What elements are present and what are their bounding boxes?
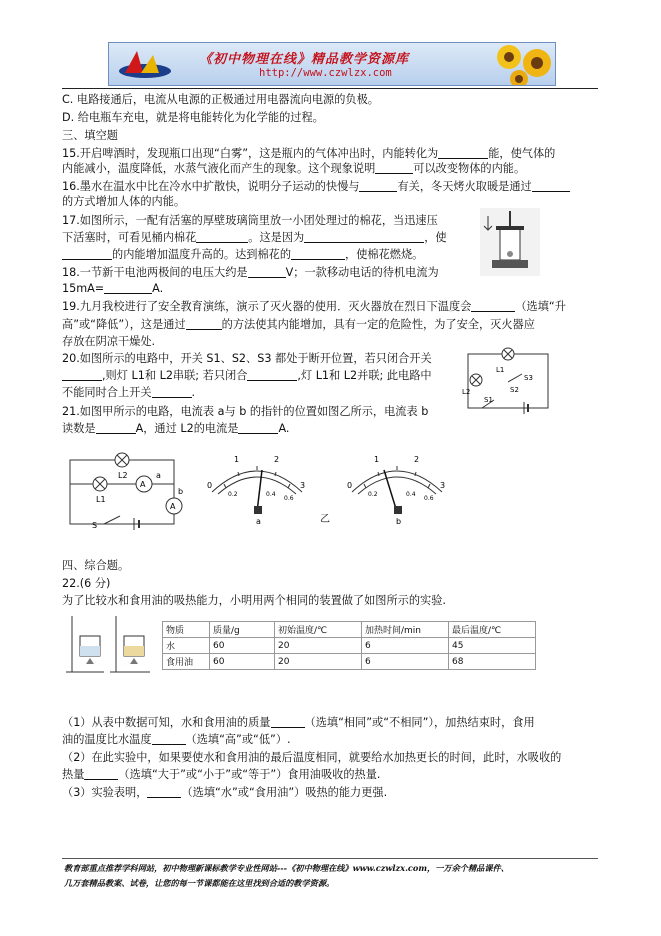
q21-line2: 读数是 A，通过 L2的电流是 A. — [62, 422, 290, 435]
ammeter-a-dial — [204, 448, 310, 524]
table-cell: 45 — [449, 638, 536, 654]
q17-line2: 下活塞时，可看见桶内棉花 。这是因为 ，使 — [62, 231, 447, 244]
meter-b-tick-1: 1 — [374, 455, 380, 464]
table-row — [163, 638, 536, 654]
circuit21-label-l1: L1 — [96, 495, 106, 504]
table-cell: 20 — [275, 638, 362, 654]
option-d: D. 给电瓶车充电，就是将电能转化为化学能的过程。 — [62, 111, 324, 124]
q19-line2: 高”或“降低”），这是通过 的方法使其内能增加，具有一定的危险性，为了安全，灭火器应 — [62, 318, 535, 331]
meter-a-subtick-1: 0.2 — [228, 491, 238, 498]
meter-a-tick-2: 2 — [274, 455, 280, 464]
q22-part3: （3）实验表明， （选填“水”或“食用油”）吸热的能力更强. — [62, 786, 388, 799]
q21-line1: 21.如图甲所示的电路，电流表 a与 b 的指针的位置如图乙所示，电流表 b — [62, 405, 429, 418]
circuit20-label-l1: L1 — [496, 366, 505, 374]
circuit-21-figure — [64, 446, 194, 534]
q22-intro: 为了比较水和食用油的吸热能力，小明用两个相同的装置做了如图所示的实验. — [62, 594, 446, 607]
q15-line1: 15.开启啤酒时，发现瓶口出现“白雾”，这是瓶内的气体冲出时，内能转化为 能，使气体的 — [62, 147, 556, 160]
circuit-20-figure — [462, 344, 554, 414]
circuit20-label-s3: S3 — [524, 374, 533, 382]
table-header-cell: 加热时间/min — [362, 622, 449, 638]
meter-a-caption: a — [256, 517, 261, 524]
meter-a-subtick-2: 0.4 — [266, 491, 276, 498]
q18-line2: 15mA= A. — [62, 282, 164, 295]
table-cell: 60 — [210, 654, 275, 670]
section-4-heading: 四、综合题。 — [62, 559, 130, 572]
circuit20-label-s2: S2 — [510, 386, 519, 394]
table-cell: 6 — [362, 654, 449, 670]
meter-b-caption: b — [396, 517, 402, 524]
q20-line1: 20.如图所示的电路中，开关 S1、S2、S3 都处于断开位置，若只闭合开关 — [62, 352, 432, 365]
meter-a-tick-3: 3 — [300, 481, 306, 490]
q18-line1: 18.一节新干电池两极间的电压大约是 V；一款移动电话的待机电流为 — [62, 266, 439, 279]
table-header-row — [163, 622, 536, 638]
q15-line2: 内能减小，温度降低，水蒸气液化而产生的现象。这个现象说明 可以改变物体的内能。 — [62, 162, 526, 175]
circuit21-label-ammeter-a: A — [140, 480, 146, 489]
sunflower-icon — [489, 43, 555, 85]
table-cell: 水 — [163, 638, 210, 654]
section-3-heading: 三、填空题 — [62, 129, 118, 142]
meter-a-subtick-3: 0.6 — [284, 495, 294, 502]
circuit20-label-l2: L2 — [462, 388, 471, 396]
q19-line3: 存放在阴凉干燥处. — [62, 335, 156, 348]
circuit21-label-s: S — [92, 521, 98, 530]
logo-icon — [115, 47, 175, 81]
q17-line1: 17.如图所示，一配有活塞的厚壁玻璃筒里放一小团处理过的棉花，当迅速压 — [62, 214, 438, 227]
q22-part2-line1: （2）在此实验中，如果要使水和食用油的最后温度相同，就要给水加热更长的时间，此时，水吸收的 — [62, 751, 562, 764]
meter-b-subtick-2: 0.4 — [406, 491, 416, 498]
option-c: C. 电路接通后，电流从电源的正极通过用电器流向电源的负极。 — [62, 93, 379, 106]
banner-title: 《初中物理在线》精品教学资源库 — [199, 52, 410, 67]
q19-line1: 19.九月我校进行了安全教育演练，演示了灭火器的使用．灭火器放在烈日下温度会 （选填“升 — [62, 300, 566, 313]
header-banner — [108, 42, 556, 86]
footer-line-1: 教育部重点推荐学科网站，初中物理新课标教学专业性网站---《初中物理在线》www.czwlzx.com，一万余个精品课件、 — [64, 863, 509, 873]
ammeter-b-dial — [344, 448, 450, 524]
table-header-cell: 最后温度/℃ — [449, 622, 536, 638]
q22-part1-line1: （1）从表中数据可知，水和食用油的质量 （选填“相同”或“不相同”），加热结束时，食用 — [62, 716, 535, 729]
meter-b-tick-0: 0 — [347, 481, 353, 490]
meter-b-tick-3: 3 — [440, 481, 446, 490]
table-cell: 20 — [275, 654, 362, 670]
circuit21-label-a: a — [156, 471, 161, 480]
q20-line3: 不能同时合上开关 . — [62, 386, 196, 399]
footer-rule — [62, 858, 598, 859]
table-cell: 食用油 — [163, 654, 210, 670]
meter-b-tick-2: 2 — [414, 455, 420, 464]
table-header-cell: 物质 — [163, 622, 210, 638]
circuit21-label-ammeter-b: A — [170, 502, 176, 511]
circuit21-label-l2: L2 — [118, 471, 128, 480]
q16-line1: 16.墨水在温水中比在冷水中扩散快，说明分子运动的快慢与 有关，冬天烤火取暖是通过 — [62, 180, 570, 194]
table-cell: 6 — [362, 638, 449, 654]
meter-a-tick-1: 1 — [234, 455, 240, 464]
header-rule — [62, 88, 598, 89]
q20-line2: ,则灯 L1和 L2串联; 若只闭合 ,灯 L1和 L2并联; 此电路中 — [62, 369, 432, 383]
heating-apparatus-figure — [64, 614, 156, 676]
q22-part2-line2: 热量 （选填“大于”或“小于”或“等于”）食用油吸收的热量. — [62, 768, 381, 781]
circuit20-label-s1: S1 — [484, 396, 493, 404]
q22-part1-line2: 油的温度比水温度 （选填“高”或“低”）. — [62, 733, 291, 746]
meter-a-tick-0: 0 — [207, 481, 213, 490]
footer-line-2: 几万套精品教案、试卷，让您的每一节课都能在这里找到合适的教学资源。 — [64, 878, 335, 888]
figure-caption-yi: 乙 — [320, 514, 330, 525]
q22-label: 22.(6 分) — [62, 577, 111, 590]
table-header-cell: 质量/g — [210, 622, 275, 638]
piston-cylinder-figure — [480, 208, 540, 276]
q16-line2: 的方式增加人体的内能。 — [62, 195, 186, 208]
data-table — [162, 621, 536, 670]
q17-line3: 的内能增加温度升高的。达到棉花的 ，使棉花燃烧。 — [62, 248, 423, 262]
circuit21-label-b: b — [178, 487, 184, 496]
meter-b-subtick-1: 0.2 — [368, 491, 378, 498]
meter-b-subtick-3: 0.6 — [424, 495, 434, 502]
table-row — [163, 654, 536, 670]
banner-url: http://www.czwlzx.com — [259, 67, 392, 79]
table-header-cell: 初始温度/℃ — [275, 622, 362, 638]
table-cell: 60 — [210, 638, 275, 654]
table-cell: 68 — [449, 654, 536, 670]
